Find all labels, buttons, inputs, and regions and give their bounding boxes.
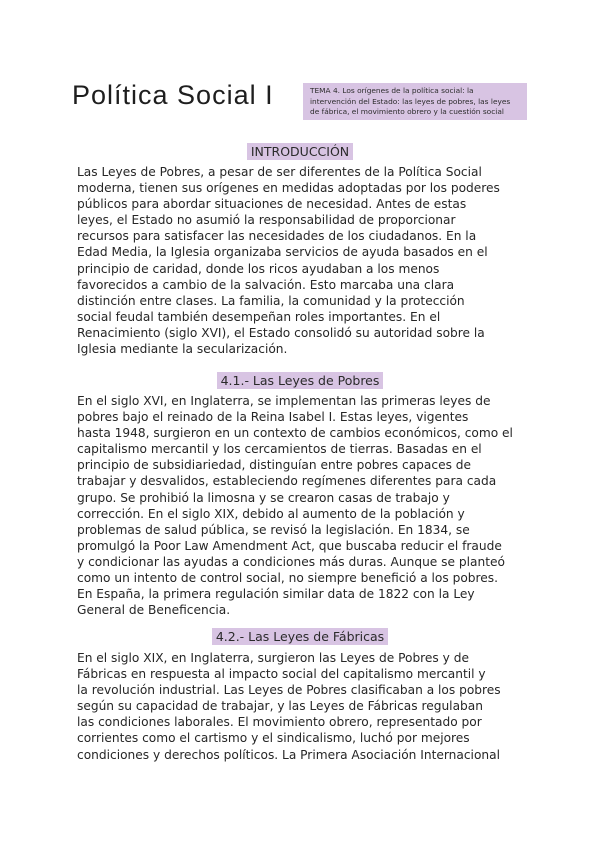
section-heading-leyes-de-fabricas	[0, 626, 600, 645]
paragraph-line: Fábricas en respuesta al impacto social del capitalismo mercantil y	[77, 667, 486, 682]
paragraph-line: leyes, el Estado no asumió la responsabilidad de proporcionar	[77, 213, 456, 228]
paragraph-line: como un intento de control social, no siempre benefició a los pobres.	[77, 571, 498, 586]
paragraph-line: la revolución industrial. Las Leyes de Pobres clasificaban a los pobres	[77, 683, 501, 698]
paragraph-line: corrientes como el cartismo y el sindicalismo, luchó por mejores	[77, 731, 470, 746]
paragraph-line: según su capacidad de trabajar, y las Leyes de Fábricas regulaban	[77, 699, 483, 714]
paragraph-line: En el siglo XVI, en Inglaterra, se implementan las primeras leyes de	[77, 394, 491, 408]
section-paragraph-leyes-de-fabricas	[77, 650, 532, 763]
paragraph-line: promulgó la Poor Law Amendment Act, que buscaba reducir el fraude	[77, 538, 502, 553]
paragraph-line: públicos para abordar situaciones de necesidad. Antes de estas	[77, 197, 467, 212]
section-paragraph-introduccion	[77, 164, 532, 357]
section-heading-leyes-de-pobres	[0, 370, 600, 389]
paragraph-line: hasta 1948, surgieron en un contexto de cambios económicos, como el	[77, 426, 513, 441]
page-title: Política Social I	[72, 80, 274, 110]
section-paragraph-leyes-de-pobres	[77, 393, 532, 618]
section-heading-introduccion	[0, 141, 600, 160]
paragraph-line: problemas de salud pública, se revisó la legislación. En 1834, se	[77, 522, 470, 537]
paragraph-line: Edad Media, la Iglesia organizaba servicios de ayuda basados en el	[77, 245, 488, 260]
paragraph-line: Renacimiento (siglo XVI), el Estado consolidó su autoridad sobre la	[77, 325, 485, 340]
paragraph-line: principio de subsidiariedad, distinguían entre pobres capaces de	[77, 458, 472, 473]
paragraph-line: favorecidos a cambio de la salvación. Esto marcaba una clara	[77, 277, 455, 292]
paragraph-line: principio de caridad, donde los ricos ayudaban a los menos	[77, 261, 440, 276]
paragraph-line: condiciones y derechos políticos. La Primera Asociación Internacional	[77, 747, 500, 762]
section-heading-label: 4.2.- Las Leyes de Fábricas	[212, 628, 388, 645]
paragraph-line: distinción entre clases. La familia, la comunidad y la protección	[77, 293, 465, 308]
paragraph-line: corrección. En el siglo XIX, debido al aumento de la población y	[77, 506, 465, 521]
paragraph-line: En España, la primera regulación similar data de 1822 con la Ley	[77, 587, 475, 602]
paragraph-line: Iglesia mediante la secularización.	[77, 342, 288, 357]
paragraph-line: grupo. Se prohibió la limosna y se crearon casas de trabajo y	[77, 490, 450, 505]
paragraph-line: las condiciones laborales. El movimiento obrero, representado por	[77, 715, 482, 730]
paragraph-line: pobres bajo el reinado de la Reina Isabel I. Estas leyes, vigentes	[77, 410, 469, 425]
paragraph-line: Las Leyes de Pobres, a pesar de ser diferentes de la Política Social	[77, 165, 482, 179]
paragraph-line: recursos para satisfacer las necesidades de los ciudadanos. En la	[77, 229, 477, 244]
paragraph-line: social feudal también desempeñan roles importantes. En el	[77, 309, 441, 324]
paragraph-line: General de Beneficencia.	[77, 603, 231, 618]
paragraph-line: trabajar y desvalidos, estableciendo regímenes diferentes para cada	[77, 474, 497, 489]
paragraph-line: capitalismo mercantil y los cercamientos de tierras. Basadas en el	[77, 442, 482, 457]
paragraph-line: En el siglo XIX, en Inglaterra, surgieron las Leyes de Pobres y de	[77, 651, 469, 665]
section-heading-label: INTRODUCCIÓN	[247, 143, 353, 160]
paragraph-line: y condicionar las ayudas a condiciones más duras. Aunque se planteó	[77, 554, 505, 569]
paragraph-line: moderna, tienen sus orígenes en medidas adoptadas por los poderes	[77, 181, 500, 196]
section-heading-label: 4.1.- Las Leyes de Pobres	[217, 372, 384, 389]
topic-label: TEMA 4. Los orígenes de la política social: la intervención del Estado: las leyes de pobres, las leyes de fábrica, el movimiento obrero y la cuestión social	[303, 83, 527, 120]
